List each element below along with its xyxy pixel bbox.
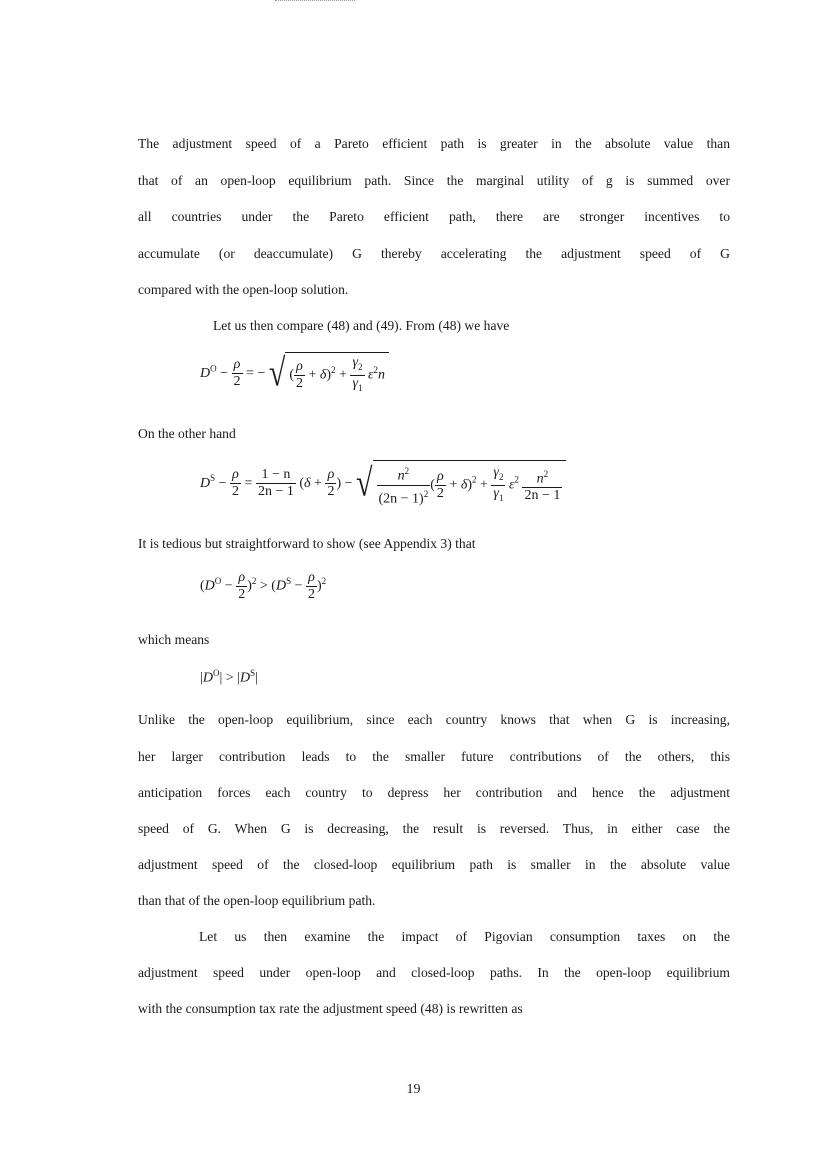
eq-symbol: δ (319, 367, 327, 383)
text-line: It is tedious but straightforward to show (see Appendix 3) that (138, 536, 476, 551)
eq-symbol: ρ (238, 570, 246, 585)
eq-symbol: 2 (423, 488, 429, 499)
eq-symbol: ρ (327, 467, 335, 483)
eq-symbol: ρ (232, 467, 239, 483)
sqrt-sign: √ (268, 351, 286, 395)
eq-symbol: n (536, 471, 544, 487)
eq-symbol: 1 (358, 382, 363, 393)
text-line: Let us then compare (48) and (49). From (48) we have (213, 318, 510, 333)
eq-symbol: + (480, 477, 488, 493)
eq-symbol: 2 (238, 587, 246, 602)
eq-symbol: 2 (232, 484, 240, 500)
eq-symbol: 2 (514, 474, 519, 485)
eq-symbol: n (397, 468, 405, 484)
eq-symbol: 2 (498, 471, 504, 482)
eq-symbol: 2 (331, 364, 336, 375)
text-line: compared with the open-loop solution. (138, 282, 349, 297)
eq-symbol: S (286, 576, 292, 587)
eq-symbol: δ (460, 477, 468, 493)
eq-symbol: ρ (233, 357, 241, 373)
text-line: all countries under the Pareto efficient path, there are stronger incentives to (138, 209, 730, 224)
eq-symbol: + (314, 475, 322, 491)
text-line: Let us then examine the impact of Pigovian consumption taxes on the (199, 929, 730, 944)
eq-symbol: 2 (321, 576, 327, 587)
eq-symbol: > (225, 670, 234, 686)
eq-symbol: D (239, 670, 251, 686)
text-line: Unlike the open-loop equilibrium, since each country knows that when G is increasing, (138, 712, 730, 727)
text-line: her larger contribution leads to the smaller future contributions of the others, this (138, 749, 730, 764)
eq-symbol: S (210, 473, 216, 484)
eq-symbol: D (200, 366, 211, 382)
eq-symbol: O (214, 576, 222, 587)
eq-symbol: n (378, 367, 386, 383)
eq-symbol: − (344, 475, 353, 491)
eq-symbol: D (202, 670, 213, 686)
equation-open-loop (200, 352, 389, 396)
eq-symbol: γ (493, 485, 499, 501)
text-line: The adjustment speed of a Pareto efficient path is greater in the absolute value than (138, 136, 730, 151)
eq-symbol: − (257, 366, 266, 382)
text-line: which means (138, 632, 210, 647)
text-line: anticipation forces each country to depress her contribution and hence the adjustment (138, 785, 730, 800)
eq-symbol: ε (368, 367, 374, 383)
eq-symbol: + (308, 367, 317, 383)
eq-symbol: − (218, 475, 227, 491)
eq-symbol: 2n − 1 (257, 484, 294, 500)
eq-symbol: 2n − 1 (524, 488, 561, 504)
eq-symbol: − (294, 578, 303, 594)
eq-symbol: 2 (251, 576, 257, 587)
eq-symbol: γ (352, 375, 359, 391)
eq-symbol: δ (304, 475, 311, 491)
equation-inequality: ($D^O$ − $\frac{\rho}{2}$ )$^2 > (D^S$ − $\frac{\rho}{2}$ )$^2$ (200, 570, 327, 602)
eq-symbol: 2 (472, 474, 477, 485)
eq-symbol: 2 (436, 485, 444, 501)
eq-symbol: O (212, 668, 220, 678)
text-line: On the other hand (138, 426, 236, 441)
eq-symbol: 1 (498, 492, 504, 503)
eq-symbol: γ (352, 355, 359, 370)
text-line: adjustment speed of the closed-loop equilibrium path is smaller in the absolute value (138, 857, 730, 872)
eq-radicand: $\frac{n^2}{(2n - 1)^2}$ ( $\frac{\rho}{2}$ + δ)$^2$ + $\frac{\gamma_2}{\gamma_1}$ $\varepsilon^2$ $\frac{n^2}{2n - 1}$ (373, 460, 567, 507)
sqrt-sign: √ (356, 461, 373, 505)
eq-symbol: ρ (437, 468, 444, 484)
text-line: with the consumption tax rate the adjustment speed (48) is rewritten as (138, 1001, 523, 1016)
text-line: speed of G. When G is decreasing, the result is reversed. Thus, in either case the (138, 821, 730, 836)
eq-symbol: 2 (373, 364, 379, 375)
eq-symbol: 2 (404, 466, 410, 476)
eq-symbol: 1 − n (256, 467, 296, 484)
text-line: than that of the open-loop equilibrium path. (138, 893, 376, 908)
scan-artifact (275, 0, 355, 4)
eq-symbol: D (275, 578, 287, 594)
text-line: that of an open-loop equilibrium path. Since the marginal utility of g is summed over (138, 173, 730, 188)
eq-symbol: γ (493, 464, 499, 480)
eq-symbol: − (224, 578, 233, 594)
eq-symbol: = (246, 366, 254, 382)
eq-symbol: 2 (543, 468, 549, 479)
eq-symbol: 2 (295, 375, 303, 391)
eq-symbol: + (449, 477, 458, 493)
eq-symbol: 2 (327, 484, 335, 500)
eq-symbol: = (244, 475, 253, 491)
eq-symbol: ρ (308, 570, 315, 585)
eq-symbol: ρ (296, 358, 303, 374)
eq-symbol: 2 (358, 361, 363, 372)
eq-symbol: 2 (233, 374, 241, 390)
eq-symbol: D (200, 475, 211, 491)
equation-absolute: $|D^O| > |D^S|$ (200, 668, 258, 686)
eq-fraction (232, 357, 243, 390)
eq-radicand: ( $\frac{\rho}{2}$ + δ)$^2$ + $\frac{\gamma_2}{\gamma_1}$ $\varepsilon^2n$ (285, 352, 389, 396)
text-line: accumulate (or deaccumulate) G thereby accelerating the adjustment speed of G (138, 246, 730, 261)
eq-symbol: 2 (308, 587, 315, 602)
eq-symbol: D (204, 578, 215, 594)
page-number: 19 (406, 1082, 421, 1097)
eq-symbol: ε (508, 477, 515, 493)
eq-symbol: S (250, 668, 256, 678)
eq-symbol: O (210, 363, 217, 374)
text-line: adjustment speed under open-loop and closed-loop paths. In the open-loop equilibrium (138, 965, 730, 980)
equation-closed-loop: $D^S$ − $\frac{\rho}{2}$ = $\frac{1 - n}{2n - 1}$ (δ + $\frac{\rho}{2}$ ) − √ $\frac{n^2}{(2n - 1)^2}$ ( $\frac{\rho}{2}$ + δ)$^2$ + $\frac{\gamma_2}{\gamma_1}$ $\varepsilon^2$ $\frac{n^2}{2n - 1}$ (200, 460, 566, 507)
eq-symbol: + (339, 367, 347, 383)
eq-symbol: (2n − 1) (378, 491, 424, 507)
eq-symbol: − (220, 366, 229, 382)
eq-symbol: > (259, 578, 268, 594)
